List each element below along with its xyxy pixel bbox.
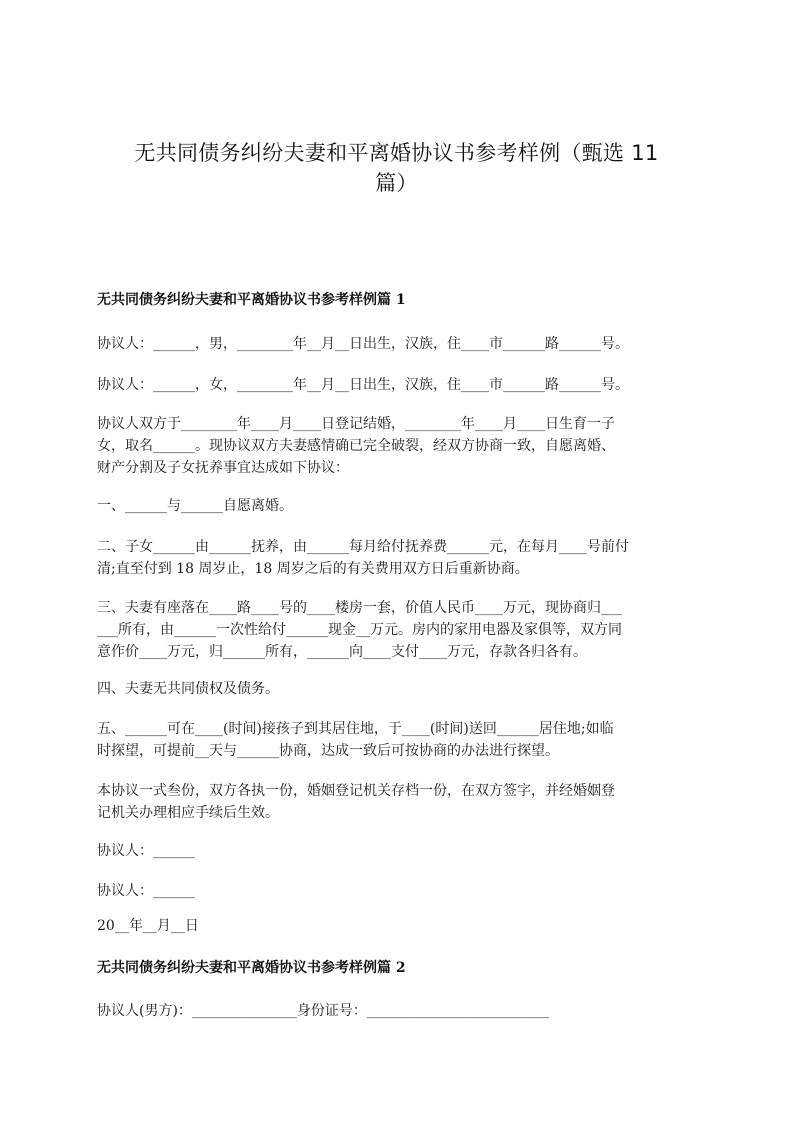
paragraph-line: 本协议一式叁份，双方各执一份，婚姻登记机关存档一份，在双方签字，并经婚姻登: [97, 783, 615, 799]
clause-5: [97, 718, 707, 762]
paragraph-line: 记机关办理相应手续后生效。: [97, 805, 279, 821]
paragraph-line: 三、夫妻有座落在____路____号的____楼房一套，价值人民币____万元，现协商归___: [97, 600, 622, 616]
signature-date: 20__年__月__日: [97, 918, 199, 934]
paragraph-line: 意作价____万元，归______所有，______向____支付____万元，存款各归各有。: [97, 644, 587, 660]
paragraph-party-female: 协议人：______，女，________年__月__日出生，汉族，住____市______路______号。: [97, 377, 629, 393]
clause-effectiveness: [97, 780, 707, 824]
section-1-heading: 无共同债务纠纷夫妻和平离婚协议书参考样例篇 1: [97, 292, 406, 308]
clause-3: [97, 597, 707, 663]
paragraph-line: 协议人双方于________年____月____日登记结婚，________年____月____日生育一子: [97, 416, 615, 432]
clause-4: 四、夫妻无共同债权及债务。: [97, 681, 279, 697]
paragraph-line: 清;直至付到 18 周岁止，18 周岁之后的有关费用双方日后重新协商。: [97, 561, 529, 577]
clause-2: [97, 536, 707, 580]
paragraph-line: ___所有，由______一次性给付______现金__万元。房内的家用电器及家俱等，双方同: [97, 622, 622, 638]
section-2-heading: 无共同债务纠纷夫妻和平离婚协议书参考样例篇 2: [97, 960, 406, 976]
signature-line-1: 协议人：______: [97, 843, 195, 859]
paragraph-marriage-info: [97, 413, 707, 479]
title-line-1: 无共同债务纠纷夫妻和平离婚协议书参考样例（甄选 11: [134, 141, 659, 165]
paragraph-line: 五、______可在____(时间)接孩子到其居住地，于____(时间)送回______居住地;如临: [97, 721, 614, 737]
paragraph-line: 财产分割及子女抚养事宜达成如下协议：: [97, 460, 349, 476]
signature-line-2: 协议人：______: [97, 883, 195, 899]
document-title: [90, 138, 703, 198]
paragraph-line: 女，取名______。现协议双方夫妻感情确已完全破裂，经双方协商一致，自愿离婚、: [97, 438, 615, 454]
paragraph-party-male-id: 协议人(男方)：_______________身份证号：__________________________: [97, 1003, 549, 1019]
title-line-2: 篇）: [375, 171, 418, 195]
paragraph-party-male: 协议人：______，男，________年__月__日出生，汉族，住____市______路______号。: [97, 336, 629, 352]
clause-1: 一、______与______自愿离婚。: [97, 498, 293, 514]
paragraph-line: 时探望，可提前__天与______协商，达成一致后可按协商的办法进行探望。: [97, 743, 559, 759]
paragraph-line: 二、子女______由______抚养，由______每月给付抚养费______元，在每月____号前付: [97, 539, 629, 555]
